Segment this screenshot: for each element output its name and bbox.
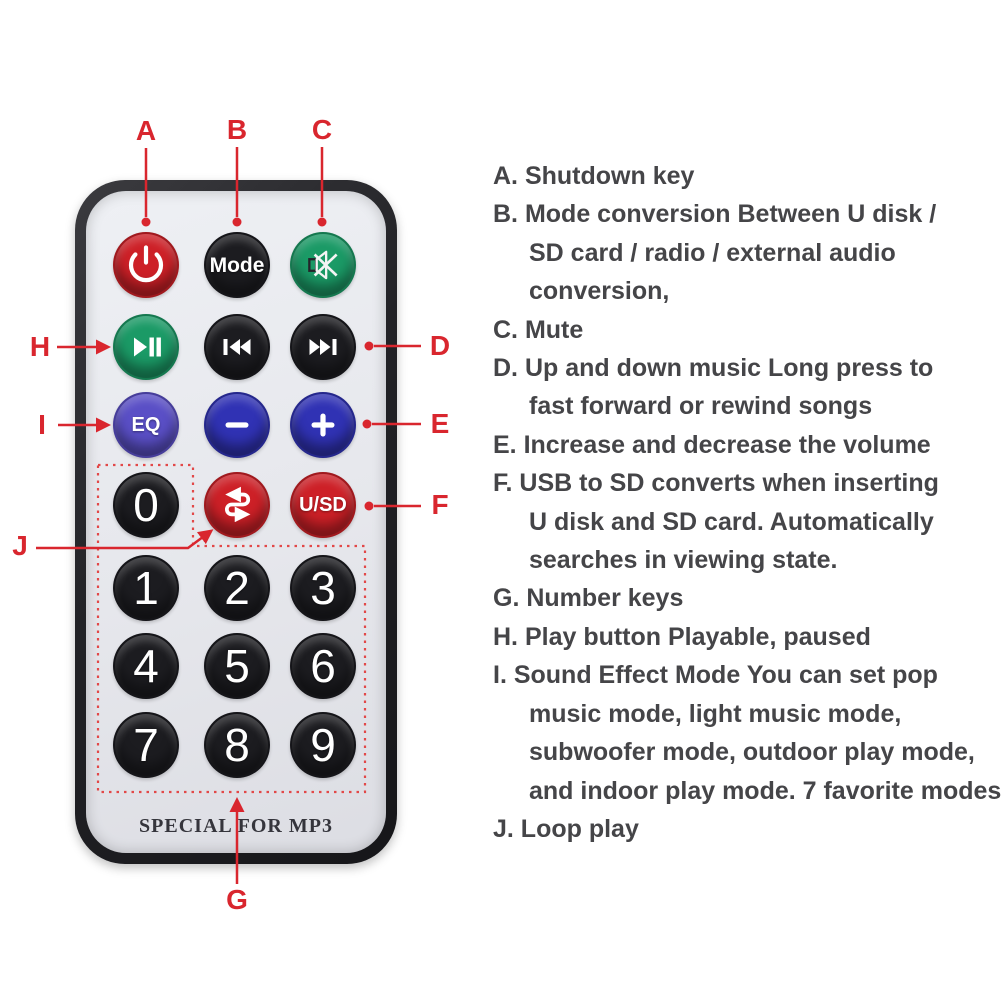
legend-line: I. Sound Effect Mode You can set pop — [493, 661, 938, 690]
usd-button-label: U/SD — [299, 494, 347, 516]
digit-4-button[interactable] — [113, 633, 179, 699]
legend-line: fast forward or rewind songs — [529, 392, 873, 421]
legend-line: J. Loop play — [493, 814, 639, 843]
digit-6-button-label: 6 — [310, 640, 336, 692]
previous-icon — [217, 327, 257, 367]
loop-button[interactable] — [204, 472, 270, 538]
next-icon — [303, 327, 343, 367]
callout-label-c: C — [311, 114, 333, 145]
legend-item-h — [493, 618, 1002, 656]
digit-0-button-label: 0 — [133, 479, 159, 531]
legend-item-j — [493, 810, 1002, 848]
plus-icon — [303, 405, 343, 445]
volume-up-button[interactable] — [290, 392, 356, 458]
legend-item-g — [493, 579, 1002, 617]
digit-1-button-label: 1 — [133, 562, 159, 614]
legend-line: conversion, — [529, 277, 670, 306]
legend-line: C. Mute — [493, 315, 584, 344]
eq-button[interactable] — [113, 392, 179, 458]
callout-label-b: B — [226, 114, 248, 145]
mode-button[interactable] — [204, 232, 270, 298]
legend-line: D. Up and down music Long press to — [493, 354, 934, 383]
legend-item-c — [493, 311, 1002, 349]
next-track-button[interactable] — [290, 314, 356, 380]
legend-item-b — [493, 195, 1002, 310]
legend-line: searches in viewing state. — [529, 546, 838, 575]
digit-7-button[interactable] — [113, 712, 179, 778]
legend — [493, 157, 1002, 848]
minus-icon — [217, 405, 257, 445]
digit-1-button[interactable] — [113, 555, 179, 621]
digit-3-button-label: 3 — [310, 562, 336, 614]
usd-button[interactable] — [290, 472, 356, 538]
legend-item-a — [493, 157, 1002, 195]
legend-line: H. Play button Playable, paused — [493, 622, 871, 651]
digit-8-button[interactable] — [204, 712, 270, 778]
digit-5-button-label: 5 — [224, 640, 250, 692]
brand-text: SPECIAL FOR MP3 — [139, 815, 333, 837]
digit-9-button-label: 9 — [310, 719, 336, 771]
callout-label-i: I — [38, 409, 46, 440]
legend-line: U disk and SD card. Automatically — [529, 507, 934, 536]
digit-5-button[interactable] — [204, 633, 270, 699]
legend-line: and indoor play mode. 7 favorite modes — [529, 776, 1002, 805]
digit-2-button[interactable] — [204, 555, 270, 621]
play-pause-button[interactable] — [113, 314, 179, 380]
callout-label-f: F — [431, 489, 449, 520]
legend-line: SD card / radio / external audio — [529, 238, 896, 267]
legend-line: subwoofer mode, outdoor play mode, — [529, 738, 975, 767]
power-button[interactable] — [113, 232, 179, 298]
callout-label-e: E — [430, 408, 450, 439]
eq-button-label: EQ — [131, 414, 161, 436]
legend-item-f — [493, 464, 1002, 579]
digit-7-button-label: 7 — [133, 719, 159, 771]
callout-label-g: G — [226, 884, 248, 915]
callout-label-a: A — [135, 115, 157, 146]
digit-6-button[interactable] — [290, 633, 356, 699]
loop-icon — [215, 483, 259, 527]
callout-label-j: J — [12, 530, 28, 561]
digit-0-button[interactable] — [113, 472, 179, 538]
digit-2-button-label: 2 — [224, 562, 250, 614]
callout-label-d: D — [429, 330, 451, 361]
digit-9-button[interactable] — [290, 712, 356, 778]
remote-face — [86, 191, 386, 853]
remote-body — [75, 180, 397, 864]
callout-label-h: H — [29, 331, 51, 362]
digit-3-button[interactable] — [290, 555, 356, 621]
mute-icon — [302, 244, 344, 286]
legend-line: G. Number keys — [493, 584, 684, 613]
digit-8-button-label: 8 — [224, 719, 250, 771]
digit-4-button-label: 4 — [133, 640, 159, 692]
previous-track-button[interactable] — [204, 314, 270, 380]
volume-down-button[interactable] — [204, 392, 270, 458]
legend-line: E. Increase and decrease the volume — [493, 430, 931, 459]
play-pause-icon — [126, 327, 166, 367]
legend-item-i — [493, 656, 1002, 810]
mode-button-label: Mode — [209, 253, 265, 277]
power-icon — [126, 245, 166, 285]
legend-item-e — [493, 426, 1002, 464]
legend-line: B. Mode conversion Between U disk / — [493, 200, 937, 229]
legend-line: A. Shutdown key — [493, 162, 695, 190]
legend-line: music mode, light music mode, — [529, 699, 902, 728]
mute-button[interactable] — [290, 232, 356, 298]
legend-line: F. USB to SD converts when inserting — [493, 469, 939, 498]
legend-item-d — [493, 349, 1002, 426]
